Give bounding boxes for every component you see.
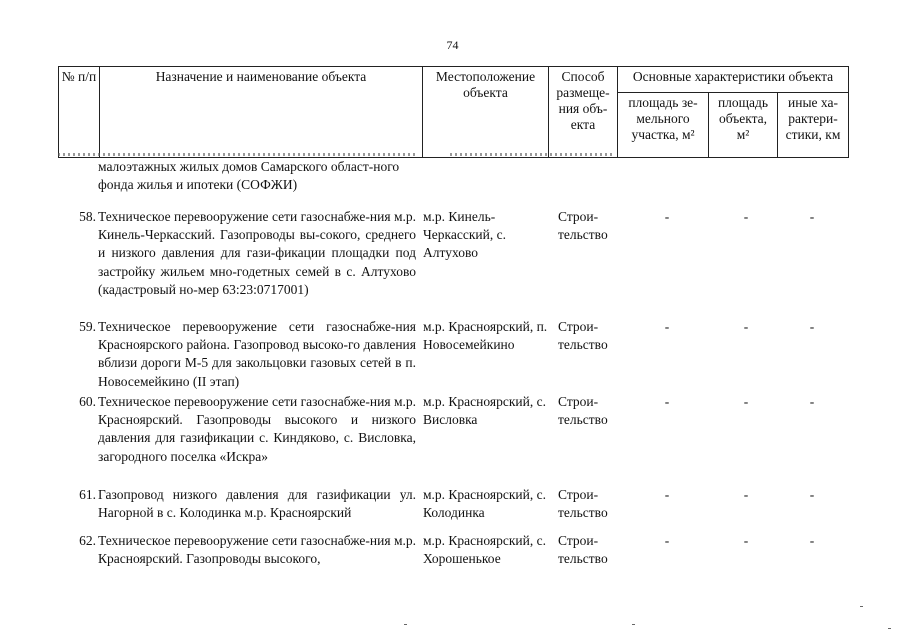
header-location: Местоположение объекта <box>423 67 549 158</box>
row-method: Строи-тельство <box>558 533 608 567</box>
row-land-area: - <box>664 533 670 548</box>
continuation-text: малоэтажных жилых домов Самарского област-ного фонда жилья и ипотеки (СОФЖИ) <box>98 159 400 193</box>
row-method: Строи-тельство <box>558 487 608 521</box>
row-number: 59. <box>79 319 96 334</box>
row-object-area: - <box>743 209 749 224</box>
row-object-area: - <box>743 533 749 548</box>
row-name: Техническое перевооружение сети газоснабже-ния м.р. Кинель-Черкасский. Газопроводы вы-сокого, среднего и низкого давления для гази-фикации площадки под застройку жильем мно-годетных семей в с. Алтухово (кадастровый но-мер 63:23:0717001) <box>98 209 416 297</box>
row-land-area: - <box>664 209 670 224</box>
row-location: м.р. Красноярский, с. Колодинка <box>423 487 546 521</box>
row-number: 58. <box>79 209 96 224</box>
row-other: - <box>809 394 815 409</box>
row-method: Строи-тельство <box>558 209 608 243</box>
row-location: м.р. Красноярский, с. Хорошенькое <box>423 533 546 567</box>
header-method: Способ размеще-ния объ-екта <box>549 67 618 158</box>
header-main-characteristics: Основные характеристики объекта <box>618 67 849 93</box>
row-method: Строи-тельство <box>558 394 608 428</box>
row-number: 61. <box>79 487 96 502</box>
page-number: 74 <box>446 38 459 52</box>
row-object-area: - <box>743 319 749 334</box>
row-name: Газопровод низкого давления для газификации ул. Нагорной в с. Колодинка м.р. Красноярский <box>98 487 416 521</box>
row-other: - <box>809 487 815 502</box>
row-name: Техническое перевооружение сети газоснабже-ния м.р. Красноярский. Газопроводы высокого и низкого давления для газификации с. Киндяково, с. Висловка, загородного поселка «Искра» <box>98 394 416 464</box>
header-other: иные ха-рактери-стики, км <box>778 92 849 157</box>
row-name: Техническое перевооружение сети газоснабже-ния м.р. Красноярский. Газопроводы высокого, <box>98 533 416 567</box>
header-num: № п/п <box>59 67 100 158</box>
row-name: Техническое перевооружение сети газоснабже-ния Красноярского района. Газопровод высоко-го давления вблизи дороги М-5 для закольцовки газовых сетей в п. Новосемейкино (II этап) <box>98 319 416 389</box>
header-object-area: площадь объекта, м² <box>709 92 778 157</box>
scan-speck <box>632 624 635 625</box>
header-land-area: площадь зе-мельного участка, м² <box>618 92 709 157</box>
row-location: м.р. Кинель-Черкасский, с. Алтухово <box>423 209 506 261</box>
scan-speck <box>860 606 863 607</box>
row-method: Строи-тельство <box>558 319 608 353</box>
row-location: м.р. Красноярский, с. Висловка <box>423 394 546 428</box>
table-header <box>58 66 849 158</box>
scan-speck <box>404 624 407 625</box>
scan-artifact <box>58 153 418 156</box>
row-number: 62. <box>79 533 96 548</box>
row-object-area: - <box>743 487 749 502</box>
row-land-area: - <box>664 487 670 502</box>
row-other: - <box>809 533 815 548</box>
header-name: Назначение и наименование объекта <box>100 67 423 158</box>
row-other: - <box>809 209 815 224</box>
row-object-area: - <box>743 394 749 409</box>
scan-artifact <box>450 153 615 156</box>
row-number: 60. <box>79 394 96 409</box>
row-land-area: - <box>664 319 670 334</box>
row-other: - <box>809 319 815 334</box>
row-land-area: - <box>664 394 670 409</box>
scan-speck <box>888 628 891 629</box>
row-location: м.р. Красноярский, п. Новосемейкино <box>423 319 548 353</box>
